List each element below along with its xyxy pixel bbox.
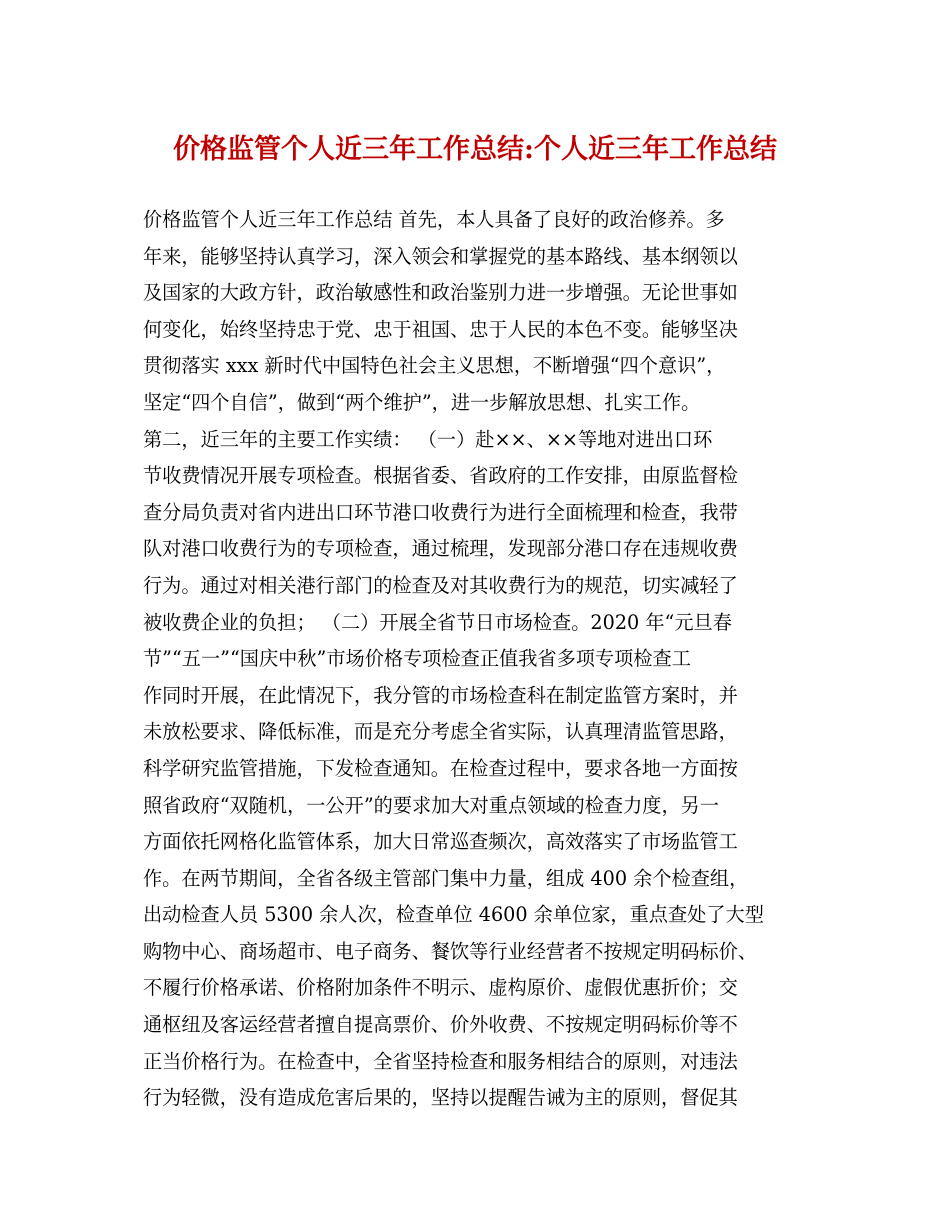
body-text-line: 被收费企业的负担； （二）开展全省节日市场检查。2020 年“元旦春 [143,610,732,634]
document-title: 价格监管个人近三年工作总结:个人近三年工作总结 [173,134,777,165]
body-text-line: 方面依托网格化监管体系，加大日常巡查频次，高效落实了市场监管工 [143,830,738,854]
body-text-line: 查分局负责对省内进出口环节港口收费行为进行全面梳理和检查，我带 [143,500,738,524]
body-text-line: 年来，能够坚持认真学习，深入领会和掌握党的基本路线、基本纲领以 [143,244,738,268]
document-body [143,202,823,1117]
body-text-line: 贯彻落实 xxx 新时代中国特色社会主义思想，不断增强“四个意识”， [143,354,726,378]
body-text-line: 节收费情况开展专项检查。根据省委、省政府的工作安排，由原监督检 [143,464,738,488]
body-text-line: 不履行价格承诺、价格附加条件不明示、虚构原价、虚假优惠折价；交 [143,976,738,1000]
body-text-line: 行为。通过对相关港行部门的检查及对其收费行为的规范，切实减轻了 [143,573,738,597]
body-text-line: 及国家的大政方针，政治敏感性和政治鉴别力进一步增强。无论世事如 [143,281,738,305]
body-text-line: 价格监管个人近三年工作总结 首先，本人具备了良好的政治修养。多 [143,208,725,231]
body-text-line: 购物中心、商场超市、电子商务、餐饮等行业经营者不按规定明码标价、 [143,939,757,963]
body-text-line: 坚定“四个自信”，做到“两个维护”，进一步解放思想、扎实工作。 [143,390,701,414]
body-text-line: 行为轻微，没有造成危害后果的，坚持以提醒告诫为主的原则，督促其 [143,1086,738,1110]
body-text-line: 正当价格行为。在检查中，全省坚持检查和服务相结合的原则，对违法 [143,1049,738,1073]
body-text-line: 出动检查人员 5300 余人次，检查单位 4600 余单位家，重点查处了大型 [143,903,764,927]
body-text-line: 未放松要求、降低标准，而是充分考虑全省实际，认真理清监管思路， [143,720,738,744]
body-text-line: 科学研究监管措施，下发检查通知。在检查过程中，要求各地一方面按 [143,756,738,780]
body-text-line: 作同时开展，在此情况下，我分管的市场检查科在制定监管方案时，并 [143,683,738,707]
body-text-line: 通枢纽及客运经营者擅自提高票价、价外收费、不按规定明码标价等不 [143,1013,738,1037]
body-text-line: 作。在两节期间，全省各级主管部门集中力量，组成 400 余个检查组， [143,866,749,890]
body-text-line: 照省政府“双随机，一公开”的要求加大对重点领域的检查力度，另一 [143,793,720,817]
body-text-line: 队对港口收费行为的专项检查，通过梳理，发现部分港口存在违规收费 [143,537,738,561]
body-text-line: 何变化，始终坚持忠于党、忠于祖国、忠于人民的本色不变。能够坚决 [143,317,738,341]
body-text-line: 第二，近三年的主要工作实绩： （一）赴××、××等地对进出口环 [143,427,713,451]
body-text-line: 节”“五一”“国庆中秋”市场价格专项检查正值我省多项专项检查工 [143,647,691,671]
